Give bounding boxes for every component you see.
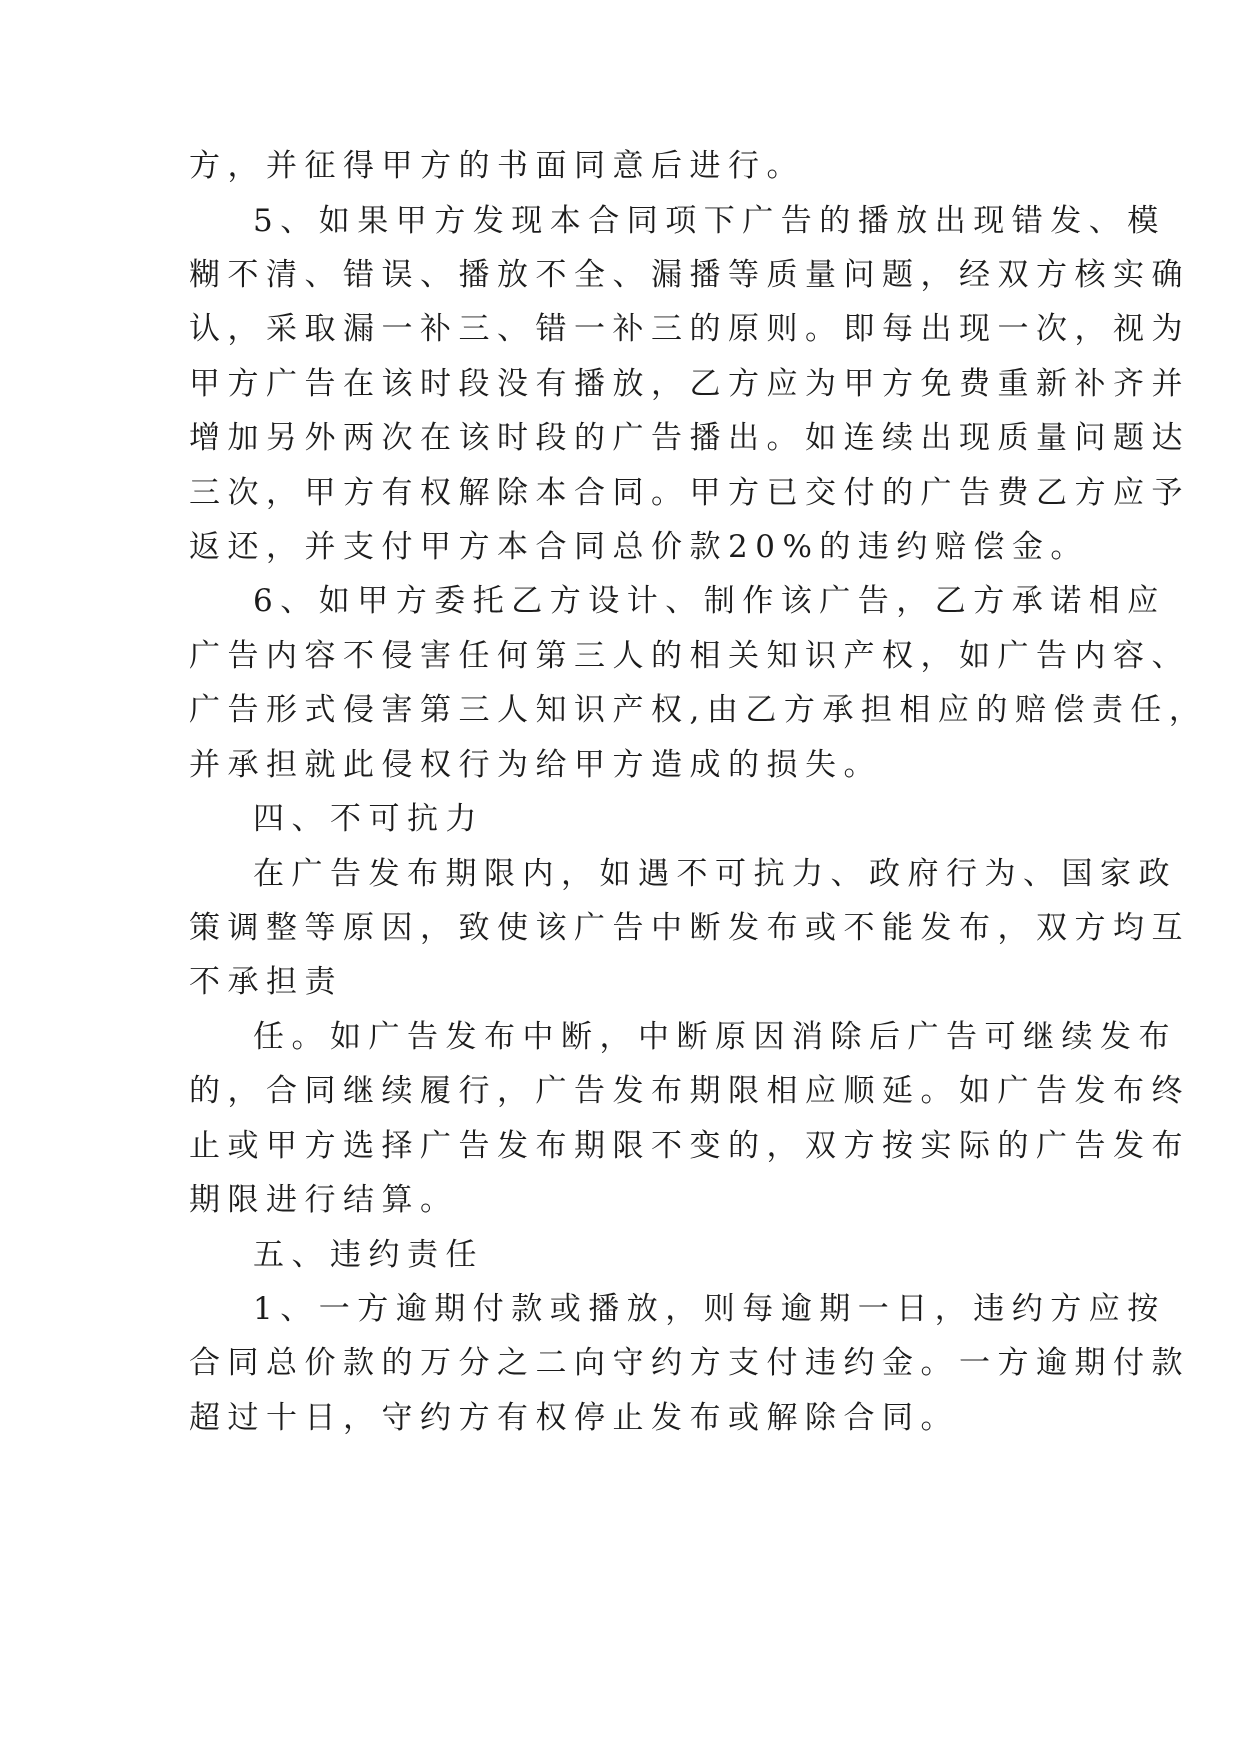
paragraph-start-6: 6、如甲方委托乙方设计、制作该广告，乙方承诺相应	[253, 583, 1166, 619]
text-line: 广告内容不侵害任何第三人的相关知识产权，如广告内容、	[189, 638, 1190, 674]
text-line: 方，并征得甲方的书面同意后进行。	[189, 148, 805, 184]
text-line: 策调整等原因，致使该广告中断发布或不能发布，双方均互	[189, 910, 1190, 946]
paragraph-start-5: 5、如果甲方发现本合同项下广告的播放出现错发、模	[253, 203, 1166, 239]
text-line: 并承担就此侵权行为给甲方造成的损失。	[189, 747, 882, 783]
paragraph-start: 任。如广告发布中断，中断原因消除后广告可继续发布	[253, 1019, 1177, 1055]
text-line: 甲方广告在该时段没有播放，乙方应为甲方免费重新补齐并	[189, 366, 1190, 402]
section-heading-liability: 五、违约责任	[253, 1237, 484, 1273]
paragraph-start-1: 1、一方逾期付款或播放，则每逾期一日，违约方应按	[253, 1291, 1166, 1327]
text-line: 认，采取漏一补三、错一补三的原则。即每出现一次，视为	[189, 311, 1190, 347]
text-line: 返还，并支付甲方本合同总价款20%的违约赔偿金。	[189, 529, 1089, 565]
text-line: 广告形式侵害第三人知识产权,由乙方承担相应的赔偿责任，	[189, 692, 1208, 728]
text-line: 增加另外两次在该时段的广告播出。如连续出现质量问题达	[189, 420, 1190, 456]
section-heading-force-majeure: 四、不可抗力	[253, 801, 484, 837]
text-line: 期限进行结算。	[189, 1182, 459, 1218]
text-line: 不承担责	[189, 964, 343, 1000]
text-line: 止或甲方选择广告发布期限不变的，双方按实际的广告发布	[189, 1128, 1190, 1164]
text-line: 的，合同继续履行，广告发布期限相应顺延。如广告发布终	[189, 1073, 1190, 1109]
text-line: 糊不清、错误、播放不全、漏播等质量问题，经双方核实确	[189, 257, 1190, 293]
text-line: 超过十日，守约方有权停止发布或解除合同。	[189, 1400, 959, 1436]
paragraph-start: 在广告发布期限内，如遇不可抗力、政府行为、国家政	[253, 856, 1177, 892]
text-line: 三次，甲方有权解除本合同。甲方已交付的广告费乙方应予	[189, 475, 1190, 511]
text-line: 合同总价款的万分之二向守约方支付违约金。一方逾期付款	[189, 1345, 1190, 1381]
